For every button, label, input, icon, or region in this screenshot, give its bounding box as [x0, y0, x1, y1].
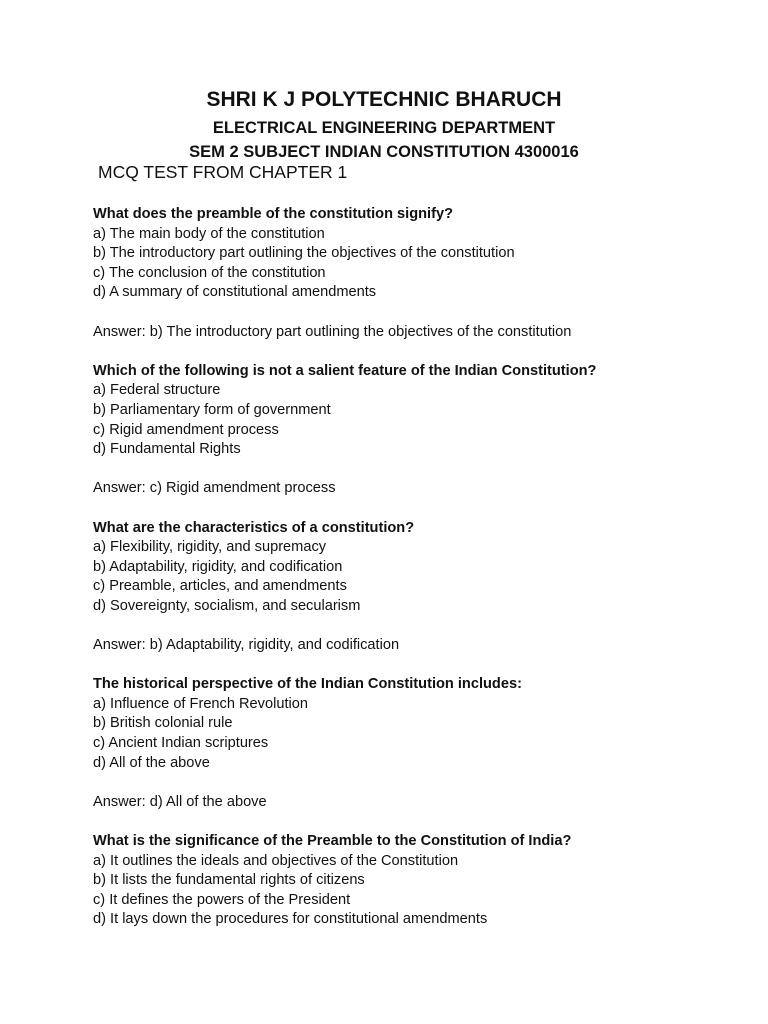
- answer-option: a) Flexibility, rigidity, and supremacy: [93, 539, 327, 556]
- answer-option: c) It defines the powers of the President: [93, 891, 351, 908]
- question-item: [93, 519, 733, 656]
- question-item: [93, 675, 733, 812]
- answer-option: b) Parliamentary form of government: [93, 401, 331, 418]
- answer-option: b) It lists the fundamental rights of citizens: [93, 872, 365, 889]
- answer-option: b) The introductory part outlining the objectives of the constitution: [93, 245, 515, 262]
- answer-key: Answer: d) All of the above: [93, 793, 267, 810]
- answer-option: c) The conclusion of the constitution: [93, 264, 326, 281]
- subject-heading: SEM 2 SUBJECT INDIAN CONSTITUTION 4300016: [189, 143, 579, 161]
- question-text: What are the characteristics of a constitution?: [93, 519, 415, 536]
- department-heading: ELECTRICAL ENGINEERING DEPARTMENT: [212, 119, 556, 137]
- question-text: The historical perspective of the Indian Constitution includes:: [93, 676, 522, 693]
- question-list: [93, 205, 733, 950]
- answer-option: b) Adaptability, rigidity, and codification: [93, 558, 343, 575]
- answer-option: d) It lays down the procedures for constitutional amendments: [93, 911, 488, 928]
- answer-option: c) Preamble, articles, and amendments: [93, 578, 347, 595]
- answer-option: a) The main body of the constitution: [93, 225, 325, 242]
- question-item: [93, 832, 733, 930]
- answer-option: d) A summary of constitutional amendments: [93, 284, 377, 301]
- document-header: [0, 86, 768, 164]
- answer-option: c) Rigid amendment process: [93, 421, 279, 438]
- answer-key: Answer: b) Adaptability, rigidity, and codification: [93, 637, 400, 654]
- answer-option: d) Fundamental Rights: [93, 441, 241, 458]
- answer-option: a) Influence of French Revolution: [93, 695, 308, 712]
- question-item: [93, 205, 733, 342]
- answer-key: Answer: b) The introductory part outlining the objectives of the constitution: [93, 323, 572, 340]
- institution-title: SHRI K J POLYTECHNIC BHARUCH: [206, 88, 562, 111]
- answer-option: d) Sovereignty, socialism, and secularism: [93, 597, 361, 614]
- answer-option: b) British colonial rule: [93, 715, 233, 732]
- answer-option: d) All of the above: [93, 754, 210, 771]
- mcq-test-title: MCQ TEST FROM CHAPTER 1: [98, 162, 348, 182]
- question-item: [93, 362, 733, 499]
- question-text: What is the significance of the Preamble to the Constitution of India?: [93, 833, 572, 849]
- answer-option: a) Federal structure: [93, 382, 221, 399]
- answer-key: Answer: c) Rigid amendment process: [93, 480, 336, 497]
- answer-option: a) It outlines the ideals and objectives of the Constitution: [93, 852, 459, 869]
- answer-option: c) Ancient Indian scriptures: [93, 735, 269, 752]
- question-text: What does the preamble of the constitution signify?: [93, 206, 453, 222]
- question-text: Which of the following is not a salient feature of the Indian Constitution?: [93, 362, 597, 379]
